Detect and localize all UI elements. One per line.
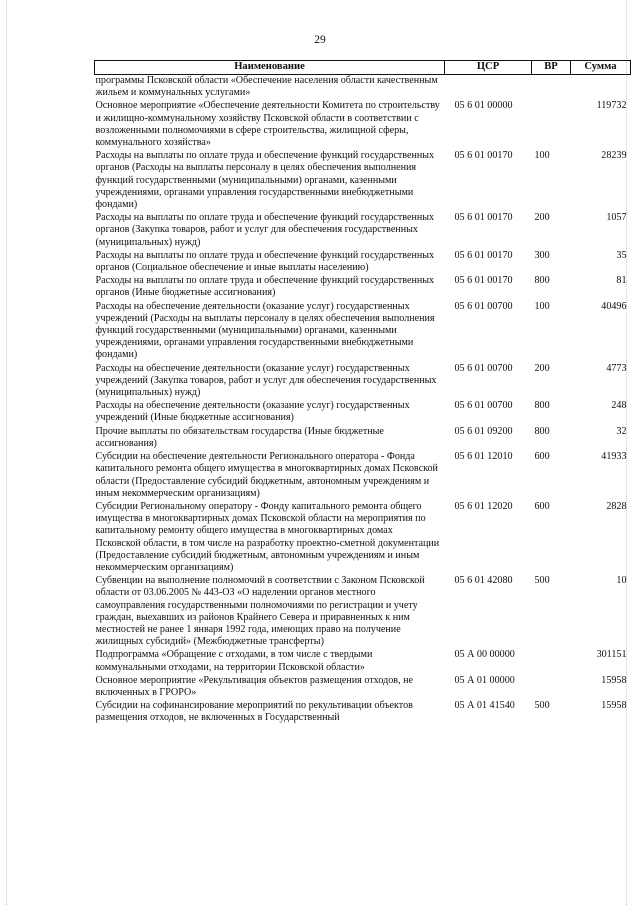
cell-csr: 05 А 01 00000 bbox=[454, 674, 515, 686]
cell-sum: 10 bbox=[616, 575, 627, 587]
cell-vr: 100 bbox=[534, 300, 550, 312]
cell-csr: 05 6 01 00700 bbox=[454, 300, 513, 312]
table-row bbox=[95, 212, 631, 250]
cell-vr bbox=[532, 675, 571, 700]
cell-name: Расходы на выплаты по оплате труда и обеспечение функций государственных органов (Иные бюджетные ассигнования) bbox=[95, 275, 435, 299]
cell-vr: 600 bbox=[534, 451, 550, 463]
cell-name: Расходы на обеспечение деятельности (оказание услуг) государственных учреждений (Иные бюджетные ассигнования) bbox=[95, 400, 410, 424]
header-vr: ВР bbox=[532, 61, 571, 75]
cell-csr: 05 А 00 00000 bbox=[454, 649, 515, 661]
budget-table bbox=[94, 60, 631, 726]
table-row bbox=[95, 649, 631, 674]
cell-vr: 800 bbox=[534, 275, 550, 287]
cell-csr: 05 6 01 09200 bbox=[454, 425, 513, 437]
cell-csr bbox=[445, 75, 532, 101]
table-row bbox=[95, 275, 631, 300]
table-row bbox=[95, 426, 631, 451]
cell-vr bbox=[532, 649, 571, 674]
cell-vr bbox=[532, 75, 571, 101]
cell-csr: 05 6 01 42080 bbox=[454, 575, 513, 587]
cell-name: Субсидии Региональному оператору - Фонду капитального ремонта общего имущества в многоквартирных домах Псковской области на мероприятия по капитальному ремонту общего имущества в многоквартирных домах Псковской области, в том числе на разработку проектно-сметной документации (Предоставление субсидий бюджетным, автономным учреждениям и иным некоммерческим организациям) bbox=[95, 500, 440, 573]
cell-name: Субсидии на обеспечение деятельности Регионального оператора - Фонда капитального ремонта общего имущества в многоквартирных домах Псковской области (Предоставление субсидий бюджетным, автономным учреждениям и иным некоммерческим организациям) bbox=[95, 451, 438, 499]
cell-sum bbox=[571, 75, 631, 101]
cell-csr: 05 6 01 00170 bbox=[454, 249, 513, 261]
cell-sum: 119732 bbox=[596, 100, 627, 112]
cell-vr: 500 bbox=[534, 575, 550, 587]
cell-name: Прочие выплаты по обязательствам государства (Иные бюджетные ассигнования) bbox=[95, 425, 384, 449]
cell-name: программы Псковской области «Обеспечение населения области качественным жильем и коммунальных услугами» bbox=[95, 75, 438, 99]
cell-csr: 05 6 01 00170 bbox=[454, 150, 513, 162]
cell-sum: 4773 bbox=[606, 362, 627, 374]
table-row bbox=[95, 75, 631, 101]
cell-vr bbox=[532, 100, 571, 150]
cell-csr: 05 6 01 00700 bbox=[454, 400, 513, 412]
cell-sum: 301151 bbox=[596, 649, 627, 661]
table-row bbox=[95, 400, 631, 425]
cell-name: Субсидии на софинансирование мероприятий по рекультивации объектов размещения отходов, не включенных в Государственный bbox=[95, 700, 413, 724]
cell-sum: 15958 bbox=[601, 700, 627, 712]
cell-vr: 500 bbox=[534, 700, 550, 712]
cell-csr: 05 6 01 00700 bbox=[454, 362, 513, 374]
table-header-row bbox=[95, 61, 631, 75]
cell-name: Расходы на выплаты по оплате труда и обеспечение функций государственных органов (Закупка товаров, работ и услуг для обеспечения государственных (муниципальных) нужд) bbox=[95, 212, 435, 248]
cell-sum: 15958 bbox=[601, 674, 627, 686]
cell-sum: 35 bbox=[616, 249, 627, 261]
cell-vr: 200 bbox=[534, 212, 550, 224]
table-row bbox=[95, 150, 631, 212]
cell-vr: 800 bbox=[534, 425, 550, 437]
cell-sum: 2828 bbox=[606, 500, 627, 512]
table-row bbox=[95, 501, 631, 575]
table-row bbox=[95, 301, 631, 363]
cell-sum: 40496 bbox=[601, 300, 627, 312]
cell-name: Расходы на обеспечение деятельности (оказание услуг) государственных учреждений (Закупка товаров, работ и услуг для обеспечения государственных (муниципальных) нужд) bbox=[95, 362, 437, 399]
cell-name: Расходы на обеспечение деятельности (оказание услуг) государственных учреждений (Расходы на выплаты персоналу в целях обеспечения выполнения функций государственными (муниципальными) органами, казенными учреждениями, органами управления государственными внебюджетными фондами) bbox=[95, 300, 435, 361]
cell-sum: 41933 bbox=[601, 451, 627, 463]
cell-name: Подпрограмма «Обращение с отходами, в том числе с твердыми коммунальными отходами, на территории Псковской области» bbox=[95, 649, 373, 673]
cell-vr: 200 bbox=[534, 362, 550, 374]
page-number: 29 bbox=[314, 34, 326, 46]
cell-name: Расходы на выплаты по оплате труда и обеспечение функций государственных органов (Социальное обеспечение и иные выплаты населению) bbox=[95, 249, 435, 274]
cell-name: Расходы на выплаты по оплате труда и обеспечение функций государственных органов (Расходы на выплаты персоналу в целях обеспечения выполнения функций государственными (муниципальными) органами, казенными учреждениями, органами управления государственными внебюджетными фондами) bbox=[95, 150, 435, 211]
cell-name: Основное мероприятие «Обеспечение деятельности Комитета по строительству и жилищно-коммунальному хозяйству Псковской области в соответствии с возложенными полномочиями в сфере строительства, жилищной сферы, коммунального хозяйства» bbox=[95, 100, 440, 149]
table-row bbox=[95, 451, 631, 501]
cell-csr: 05 6 01 00170 bbox=[454, 275, 513, 287]
table-row bbox=[95, 700, 631, 725]
cell-sum: 32 bbox=[616, 425, 627, 437]
table-row bbox=[95, 575, 631, 649]
cell-name: Основное мероприятие «Рекультивация объектов размещения отходов, не включенных в ГРОРО» bbox=[95, 674, 413, 698]
cell-vr: 100 bbox=[534, 150, 550, 162]
table-row bbox=[95, 675, 631, 700]
header-sum: Сумма bbox=[571, 61, 631, 75]
cell-csr: 05 6 01 12010 bbox=[454, 451, 513, 463]
cell-vr: 300 bbox=[534, 249, 550, 261]
cell-vr: 600 bbox=[534, 500, 550, 512]
cell-sum: 1057 bbox=[606, 212, 627, 224]
cell-csr: 05 6 01 12020 bbox=[454, 500, 513, 512]
cell-sum: 81 bbox=[616, 275, 627, 287]
cell-csr: 05 6 01 00000 bbox=[454, 100, 513, 112]
table-body bbox=[95, 75, 631, 726]
cell-name: Субвенции на выполнение полномочий в соответствии с Законом Псковской области от 03.06.2005 № 443-ОЗ «О наделении органов местного самоуправления государственными полномочиями по регистрации и учету граждан, выехавших из районов Крайнего Севера и приравненных к ним местностей не ранее 1 января 1992 года, имеющих право на получение жилищных субсидий» (Межбюджетные трансферты) bbox=[95, 575, 425, 648]
table-row bbox=[95, 363, 631, 401]
cell-csr: 05 6 01 00170 bbox=[454, 212, 513, 224]
cell-sum: 248 bbox=[611, 400, 627, 412]
table-row bbox=[95, 100, 631, 150]
cell-sum: 28239 bbox=[601, 150, 627, 162]
header-name: Наименование bbox=[95, 61, 445, 75]
table-row bbox=[95, 250, 631, 275]
cell-csr: 05 А 01 41540 bbox=[454, 700, 515, 712]
header-csr: ЦСР bbox=[445, 61, 532, 75]
scan-edge-left bbox=[6, 0, 8, 905]
cell-vr: 800 bbox=[534, 400, 550, 412]
